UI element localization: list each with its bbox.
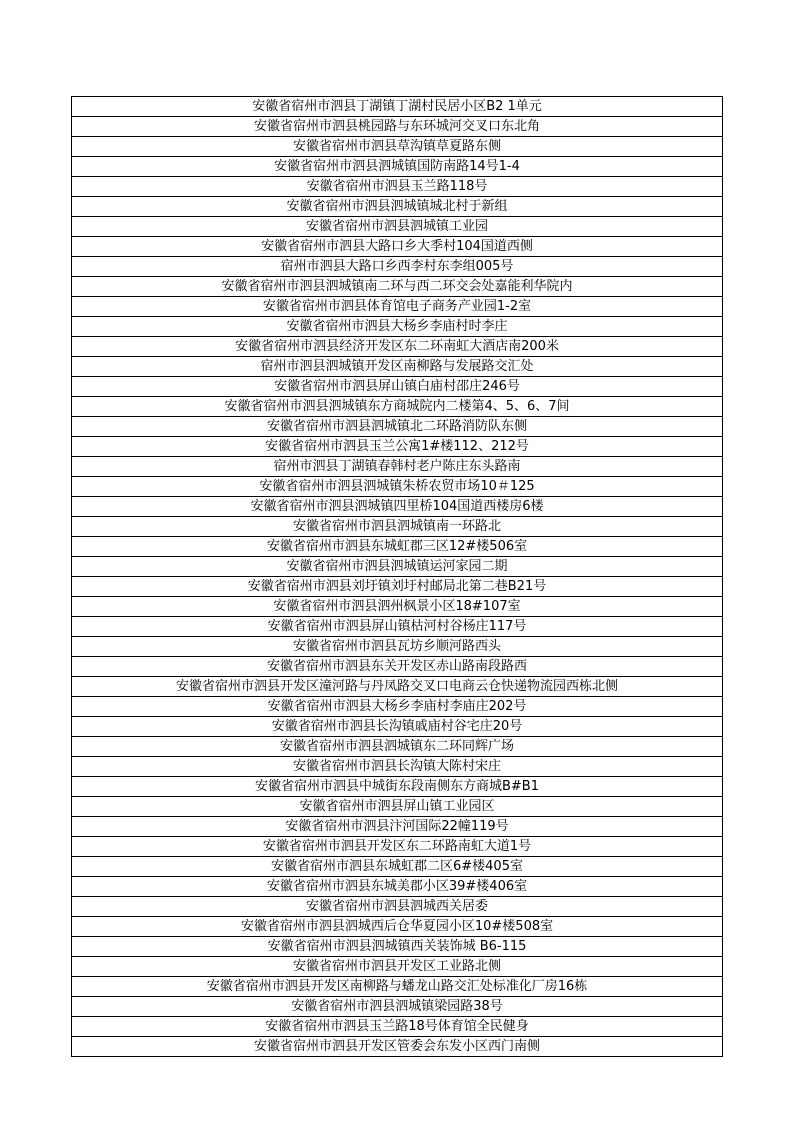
address-cell: 宿州市泗县大路口乡西李村东李组005号 [72,257,723,277]
address-cell: 安徽省宿州市泗县泗城镇南二环与西二环交会处嘉能利华院内 [72,277,723,297]
address-cell: 安徽省宿州市泗县开发区东二环路南虹大道1号 [72,837,723,857]
address-cell: 安徽省宿州市泗县玉兰路18号体育馆全民健身 [72,1017,723,1037]
table-row [72,1017,723,1037]
table-row [72,777,723,797]
table-row [72,837,723,857]
table-row [72,477,723,497]
address-cell: 安徽省宿州市泗县屏山镇工业园区 [72,797,723,817]
address-cell: 安徽省宿州市泗县瓦坊乡顺河路西头 [72,637,723,657]
table-row [72,537,723,557]
address-cell: 安徽省宿州市泗县泗城镇北二环路消防队东侧 [72,417,723,437]
address-cell: 安徽省宿州市泗县大杨乡李庙村李庙庄202号 [72,697,723,717]
table-row [72,977,723,997]
address-cell: 安徽省宿州市泗县泗州枫景小区18#107室 [72,597,723,617]
table-row [72,577,723,597]
address-cell: 安徽省宿州市泗县泗城镇运河家园二期 [72,557,723,577]
address-cell: 安徽省宿州市泗县泗城镇朱桥农贸市场10＃125 [72,477,723,497]
table-row [72,157,723,177]
address-cell: 安徽省宿州市泗县开发区潼河路与丹凤路交叉口电商云仓快递物流园西栋北侧 [72,677,723,697]
table-row [72,217,723,237]
address-cell: 安徽省宿州市泗县体育馆电子商务产业园1-2室 [72,297,723,317]
address-cell: 安徽省宿州市泗县长沟镇大陈村宋庄 [72,757,723,777]
address-cell: 安徽省宿州市泗县开发区工业路北侧 [72,957,723,977]
table-row [72,197,723,217]
table-row [72,497,723,517]
address-cell: 安徽省宿州市泗县大路口乡大季村104国道西侧 [72,237,723,257]
table-row [72,317,723,337]
address-cell: 安徽省宿州市泗县桃园路与东环城河交叉口东北角 [72,117,723,137]
table-row [72,397,723,417]
address-cell: 安徽省宿州市泗县开发区管委会东发小区西门南侧 [72,1037,723,1057]
table-row [72,877,723,897]
table-row [72,817,723,837]
address-cell: 安徽省宿州市泗县草沟镇草夏路东侧 [72,137,723,157]
address-cell: 宿州市泗县泗城镇开发区南柳路与发展路交汇处 [72,357,723,377]
table-row [72,997,723,1017]
table-row [72,897,723,917]
address-cell: 安徽省宿州市泗县泗城镇东方商城院内二楼第4、5、6、7间 [72,397,723,417]
address-cell: 安徽省宿州市泗县中城街东段南侧东方商城B#B1 [72,777,723,797]
table-row [72,97,723,117]
address-cell: 安徽省宿州市泗县开发区南柳路与蟠龙山路交汇处标准化厂房16栋 [72,977,723,997]
address-cell: 安徽省宿州市泗县汴河国际22幢119号 [72,817,723,837]
table-row [72,557,723,577]
address-cell: 安徽省宿州市泗县泗城西关居委 [72,897,723,917]
table-row [72,337,723,357]
address-cell: 安徽省宿州市泗县长沟镇戚庙村谷宅庄20号 [72,717,723,737]
address-cell: 安徽省宿州市泗县泗城镇国防南路14号1-4 [72,157,723,177]
table-row [72,637,723,657]
address-cell: 安徽省宿州市泗县丁湖镇丁湖村民居小区B2 1单元 [72,97,723,117]
table-row [72,617,723,637]
address-cell: 安徽省宿州市泗县东城美郡小区39#楼406室 [72,877,723,897]
table-row [72,357,723,377]
address-table [71,96,723,1057]
table-row [72,417,723,437]
table-row [72,657,723,677]
table-row [72,237,723,257]
address-cell: 安徽省宿州市泗县泗城镇工业园 [72,217,723,237]
table-row [72,857,723,877]
table-row [72,517,723,537]
address-cell: 安徽省宿州市泗县泗城西后仓华夏园小区10#楼508室 [72,917,723,937]
address-cell: 安徽省宿州市泗县大杨乡李庙村时李庄 [72,317,723,337]
address-cell: 安徽省宿州市泗县经济开发区东二环南虹大酒店南200米 [72,337,723,357]
table-row [72,1037,723,1057]
address-cell: 安徽省宿州市泗县泗城镇梁园路38号 [72,997,723,1017]
table-row [72,137,723,157]
address-cell: 安徽省宿州市泗县泗城镇南一环路北 [72,517,723,537]
address-cell: 安徽省宿州市泗县泗城镇东二环同辉广场 [72,737,723,757]
address-cell: 安徽省宿州市泗县屏山镇枯河村谷杨庄117号 [72,617,723,637]
table-row [72,177,723,197]
address-cell: 安徽省宿州市泗县东关开发区赤山路南段路西 [72,657,723,677]
address-table-body [72,97,723,1057]
table-row [72,277,723,297]
address-cell: 安徽省宿州市泗县东城虹郡二区6#楼405室 [72,857,723,877]
address-cell: 安徽省宿州市泗县玉兰路118号 [72,177,723,197]
address-cell: 安徽省宿州市泗县屏山镇白庙村邵庄246号 [72,377,723,397]
table-row [72,697,723,717]
table-row [72,257,723,277]
address-cell: 安徽省宿州市泗县东城虹郡三区12#楼506室 [72,537,723,557]
table-row [72,677,723,697]
address-cell: 安徽省宿州市泗县泗城镇西关装饰城 B6-115 [72,937,723,957]
table-row [72,117,723,137]
table-row [72,457,723,477]
table-row [72,917,723,937]
table-row [72,797,723,817]
address-cell: 宿州市泗县丁湖镇春韩村老户陈庄东头路南 [72,457,723,477]
table-row [72,297,723,317]
table-row [72,377,723,397]
address-cell: 安徽省宿州市泗县泗城镇四里桥104国道西楼房6楼 [72,497,723,517]
table-row [72,937,723,957]
address-cell: 安徽省宿州市泗县玉兰公寓1#楼112、212号 [72,437,723,457]
address-cell: 安徽省宿州市泗县泗城镇城北村于新组 [72,197,723,217]
table-row [72,437,723,457]
table-row [72,957,723,977]
table-row [72,757,723,777]
table-row [72,737,723,757]
table-row [72,717,723,737]
address-cell: 安徽省宿州市泗县刘圩镇刘圩村邮局北第二巷B21号 [72,577,723,597]
table-row [72,597,723,617]
